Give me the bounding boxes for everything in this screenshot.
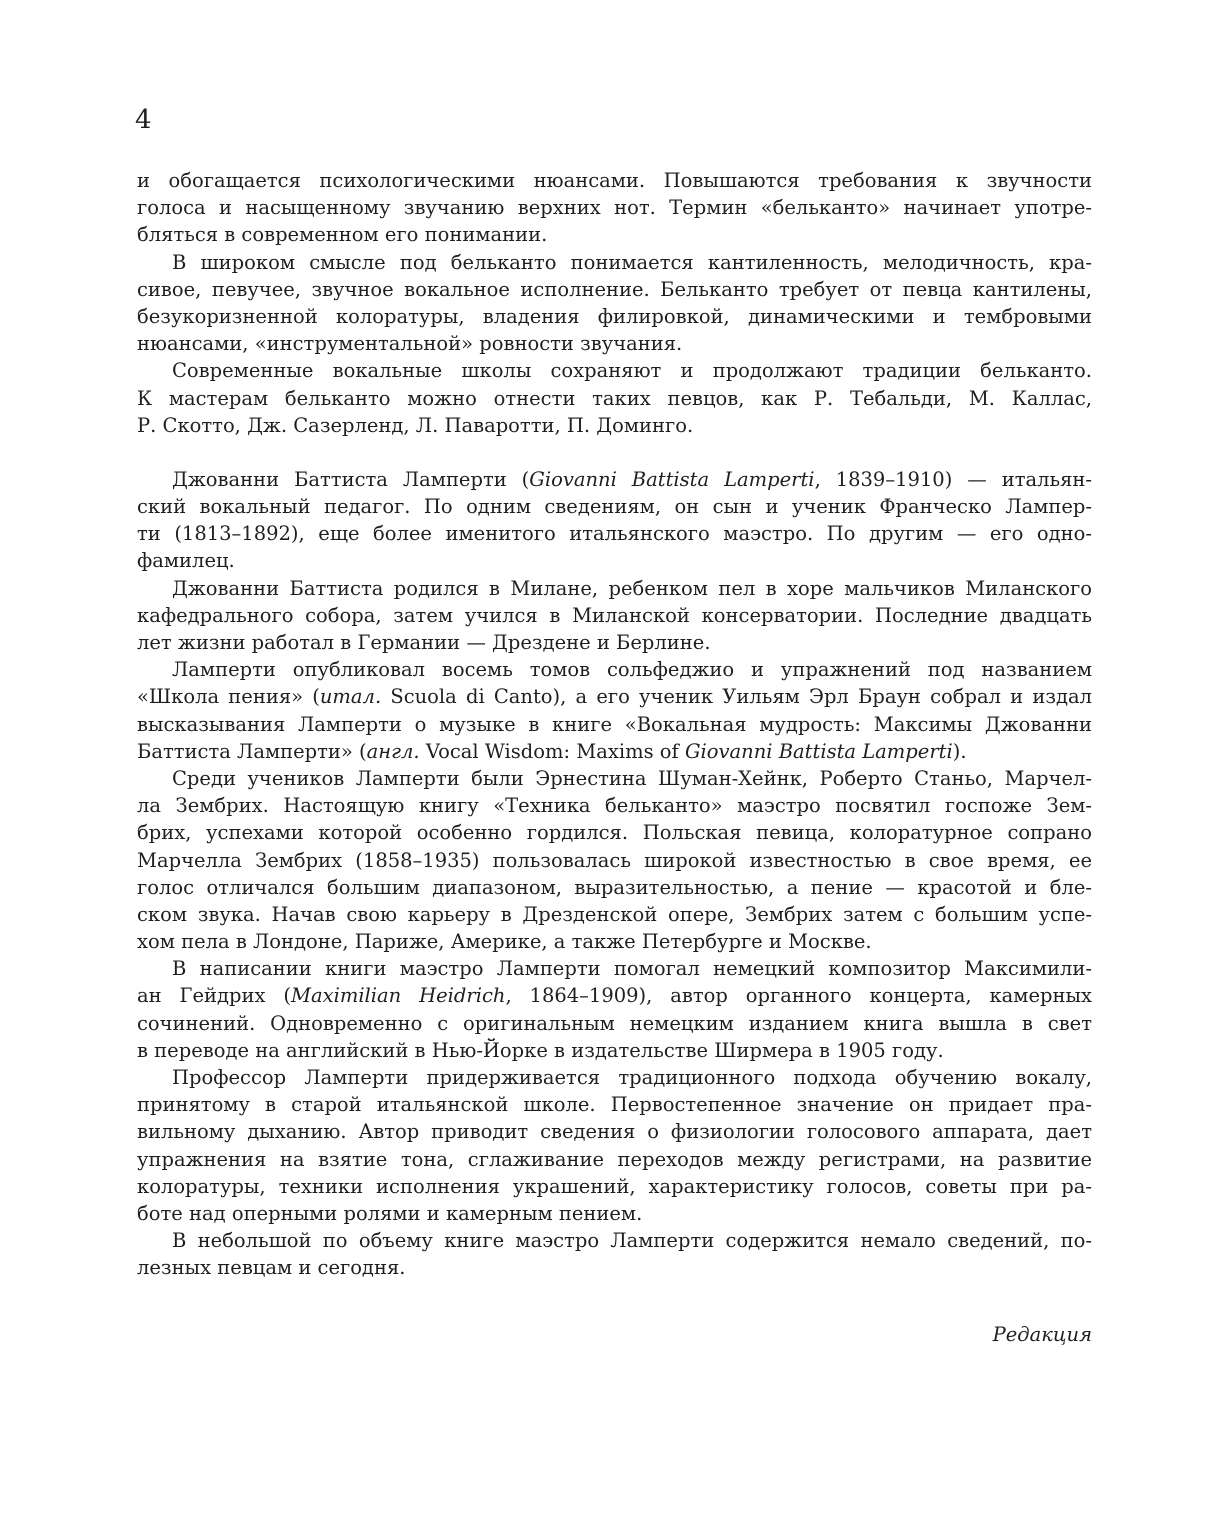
text-line: высказывания Ламперти о музыке в книге «Вокальная мудрость: Максимы Джованни (137, 712, 1092, 736)
text-line: Марчелла Зембрих (1858–1935) пользовалась широкой известностью в свое время, ее (137, 848, 1092, 872)
text-line: голос отличался большим диапазоном, выразительностью, а пение — красотой и бле- (137, 875, 1092, 899)
text-line: фамилец. (137, 549, 235, 573)
page-number: 4 (135, 105, 152, 135)
text-line: сочинений. Одновременно с оригинальным немецким изданием книга вышла в свет (137, 1011, 1092, 1035)
paragraph (137, 167, 1092, 249)
text-line: хом пела в Лондоне, Париже, Америке, а также Петербурге и Москве. (137, 930, 872, 954)
paragraph (137, 357, 1092, 439)
text-line: В написании книги маэстро Ламперти помогал немецкий композитор Максимили- (172, 957, 1092, 981)
paragraph (137, 955, 1092, 1064)
text-line: безукоризненной колоратуры, владения филировкой, динамическими и тембровыми (137, 304, 1092, 328)
body-text (137, 167, 1092, 1282)
text-line: лезных певцам и сегодня. (137, 1256, 406, 1280)
paragraph (137, 1227, 1092, 1281)
text-line: В небольшой по объему книге маэстро Ламперти содержится немало сведений, по- (172, 1229, 1092, 1253)
text-line: вильному дыханию. Автор приводит сведения о физиологии голосового аппарата, дает (137, 1120, 1092, 1144)
text-line: Баттиста Ламперти» (англ. Vocal Wisdom: Maxims of Giovanni Battista Lamperti). (137, 739, 967, 763)
text-line: «Школа пения» (итал. Scuola di Canto), а его ученик Уильям Эрл Браун собрал и издал (137, 685, 1092, 709)
paragraph (137, 656, 1092, 765)
text-line: Джованни Баттиста Ламперти (Giovanni Battista Lamperti, 1839–1910) — итальян- (172, 467, 1093, 491)
section-gap (137, 439, 1092, 466)
text-line: В широком смысле под бельканто понимается кантиленность, мелодичность, кра- (172, 250, 1092, 274)
text-line: и обогащается психологическими нюансами. Повышаются требования к звучности (137, 169, 1092, 192)
paragraph (137, 1064, 1092, 1227)
text-line: лет жизни работал в Германии — Дрездене и Берлине. (137, 631, 711, 654)
text-line: упражнения на взятие тона, сглаживание переходов между регистрами, на развитие (137, 1147, 1092, 1171)
text-line: Среди учеников Ламперти были Эрнестина Шуман-Хейнк, Роберто Станьо, Марчел- (172, 766, 1092, 790)
text-line: сивое, певучее, звучное вокальное исполнение. Бельканто требует от певца кантилены, (137, 277, 1092, 301)
text-line: голоса и насыщенному звучанию верхних нот. Термин «бельканто» начинает употре- (137, 196, 1092, 220)
paragraph (137, 466, 1092, 575)
text-line: Ламперти опубликовал восемь томов сольфеджио и упражнений под названием (172, 658, 1092, 682)
text-line: ти (1813–1892), еще более именитого итальянского маэстро. По другим — его одно- (137, 522, 1092, 546)
text-line: Профессор Ламперти придерживается традиционного подхода обучению вокалу, (172, 1066, 1092, 1089)
text-line: брих, успехами которой особенно гордился. Польская певица, колоратурное сопрано (137, 821, 1092, 845)
text-line: нюансами, «инструментальной» ровности звучания. (137, 332, 683, 356)
text-line: ла Зембрих. Настоящую книгу «Техника бельканто» маэстро посвятил госпоже Зем- (137, 794, 1092, 818)
text-line: в переводе на английский в Нью-Йорке в издательстве Ширмера в 1905 году. (137, 1038, 944, 1062)
text-line: принятому в старой итальянской школе. Первостепенное значение он придает пра- (137, 1093, 1092, 1117)
text-line: бляться в современном его понимании. (137, 223, 548, 247)
text-line: Р. Скотто, Дж. Сазерленд, Л. Паваротти, П. Доминго. (137, 413, 694, 437)
text-line: ском звука. Начав свою карьеру в Дрезденской опере, Зембрих затем с большим успе- (137, 902, 1092, 926)
paragraph (137, 575, 1092, 657)
signature: Редакция (992, 1323, 1092, 1346)
text-line: ан Гейдрих (Maximilian Heidrich, 1864–1909), автор органного концерта, камерных (137, 984, 1092, 1008)
text-line: Современные вокальные школы сохраняют и продолжают традиции бельканто. (172, 359, 1092, 383)
paragraph (137, 765, 1092, 955)
text-line: К мастерам бельканто можно отнести таких певцов, как Р. Тебальди, М. Каллас, (137, 386, 1092, 410)
text-line: кафедрального собора, затем учился в Миланской консерватории. Последние двадцать (137, 603, 1092, 627)
text-line: колоратуры, техники исполнения украшений, характеристику голосов, советы при ра- (137, 1174, 1092, 1198)
text-line: боте над оперными ролями и камерным пением. (137, 1201, 643, 1225)
text-line: Джованни Баттиста родился в Милане, ребенком пел в хоре мальчиков Миланского (172, 576, 1092, 600)
paragraph (137, 249, 1092, 358)
text-line: ский вокальный педагог. По одним сведениям, он сын и ученик Франческо Лампер- (137, 495, 1092, 519)
